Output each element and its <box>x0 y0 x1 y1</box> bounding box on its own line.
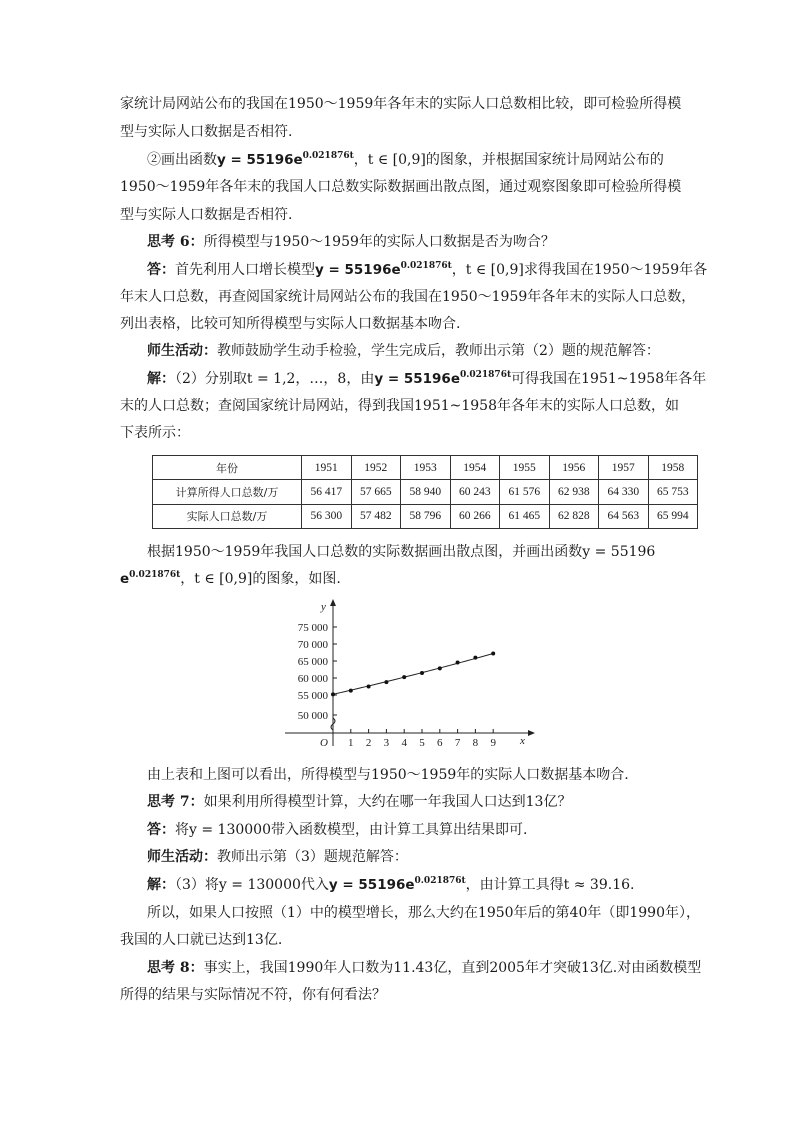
x-tick-label: 9 <box>490 737 496 749</box>
y-tick-label: 65 000 <box>297 656 328 668</box>
scatter-point <box>438 666 442 670</box>
question-text: 所得模型与1950～1959年的实际人口数据是否为吻合？ <box>203 234 555 250</box>
paragraph-line <box>147 150 664 170</box>
table-row-label: 计算所得人口总数/万 <box>153 480 302 504</box>
year-cell: 1952 <box>351 456 401 480</box>
question-label: 思考 6： <box>147 234 204 250</box>
text-run: ，t ∈ [0,9]的图象，并根据国家统计局网站公布的 <box>353 152 664 168</box>
year-cell: 1951 <box>302 456 352 480</box>
formula: y = 55196e <box>328 877 415 893</box>
table-row-label: 实际人口总数/万 <box>153 504 302 528</box>
paragraph-line: 年末人口总数，再查阅国家统计局网站公布的我国在1950～1959年各年末的实际人口总数， <box>120 289 696 305</box>
x-tick-label: 6 <box>437 737 443 749</box>
text-run: ，t ∈ [0,9]求得我国在1950～1959年各 <box>451 262 708 278</box>
paragraph-line <box>120 569 341 589</box>
table-header-cell: 年份 <box>153 456 302 480</box>
formula: y = 55196e <box>315 262 401 278</box>
scatter-point <box>473 656 477 660</box>
table-row <box>153 456 698 480</box>
x-tick-label: 1 <box>348 737 354 749</box>
formula-exponent: 0.021876t <box>414 876 466 886</box>
value-cell: 60 243 <box>450 480 500 504</box>
paragraph-line: 型与实际人口数据是否相符. <box>120 124 293 140</box>
question-text: 事实上，我国1990年人口数为11.43亿，直到2005年才突破13亿.对由函数模型 <box>203 960 702 976</box>
activity-label: 师生活动： <box>147 849 217 865</box>
chart-axes <box>285 599 535 749</box>
x-axis-label: x <box>520 735 525 747</box>
scatter-point <box>349 689 353 693</box>
question-text: 如果利用所得模型计算，大约在哪一年我国人口达到13亿？ <box>203 794 572 810</box>
value-cell: 62 828 <box>549 504 599 528</box>
population-table <box>152 455 698 529</box>
x-tick-label: 2 <box>365 737 372 749</box>
activity-label: 师生活动： <box>147 343 217 359</box>
y-tick-label: 75 000 <box>297 622 328 634</box>
year-cell: 1958 <box>648 456 698 480</box>
value-cell: 56 417 <box>302 480 352 504</box>
paragraph-line: 所得的结果与实际情况不符，你有何看法？ <box>120 987 386 1003</box>
y-tick-label: 55 000 <box>297 690 328 702</box>
text-run: ，t ∈ [0,9]的图象，如图. <box>180 571 341 587</box>
scatter-point <box>402 675 406 679</box>
answer-label: 答： <box>147 262 175 278</box>
value-cell: 58 940 <box>401 480 451 504</box>
year-cell: 1956 <box>549 456 599 480</box>
formula: y = 55196e <box>217 152 303 168</box>
paragraph-line: 我国的人口就已达到13亿. <box>120 932 283 948</box>
paragraph-line: 型与实际人口数据是否相符. <box>120 207 293 223</box>
paragraph-line: 由上表和上图可以看出，所得模型与1950～1959年的实际人口数据基本吻合. <box>147 767 629 783</box>
population-chart <box>280 598 540 750</box>
scatter-point <box>456 660 460 664</box>
x-tick-label: 3 <box>383 737 390 749</box>
paragraph-line: 1950～1959年各年末的我国人口总数实际数据画出散点图，通过观察图象即可检验所得模 <box>120 179 682 195</box>
question-label: 思考 8： <box>147 960 204 976</box>
x-axis-arrow <box>528 730 535 736</box>
formula: e <box>120 571 130 587</box>
question-8 <box>147 958 701 978</box>
y-axis-arrow <box>330 599 336 606</box>
value-cell: 61 576 <box>500 480 550 504</box>
text-run: ，由计算工具得t ≈ 39.16. <box>465 877 635 893</box>
activity-text: 教师出示第（3）题规范解答： <box>217 849 408 865</box>
value-cell: 64 563 <box>599 504 649 528</box>
text-run: （2）分别取t = 1,2，…，8，由 <box>175 371 375 387</box>
year-cell: 1955 <box>500 456 550 480</box>
solution-3 <box>147 875 634 895</box>
y-tick-label: 60 000 <box>297 673 328 685</box>
formula-exponent: 0.021876t <box>302 151 354 161</box>
paragraph-line: 列出表格，比较可知所得模型与实际人口数据基本吻合. <box>120 316 461 332</box>
answer-text: 将y = 130000带入函数模型，由计算工具算出结果即可. <box>175 822 528 838</box>
value-cell: 60 266 <box>450 504 500 528</box>
scatter-point <box>367 685 371 689</box>
origin-label: O <box>320 737 328 749</box>
year-cell: 1953 <box>401 456 451 480</box>
paragraph-line: 末的人口总数；查阅国家统计局网站，得到我国1951~1958年各年末的实际人口总数，如 <box>120 398 679 414</box>
text-run: 可得我国在1951~1958年各年 <box>511 371 707 387</box>
value-cell: 57 665 <box>351 480 401 504</box>
paragraph-line: 根据1950～1959年我国人口总数的实际数据画出散点图，并画出函数y = 55196 <box>147 544 656 560</box>
value-cell: 56 300 <box>302 504 352 528</box>
value-cell: 61 465 <box>500 504 550 528</box>
year-cell: 1957 <box>599 456 649 480</box>
text-run: ②画出函数 <box>147 152 217 168</box>
table-row <box>153 504 698 528</box>
answer-label: 答： <box>147 822 175 838</box>
scatter-points <box>331 651 495 696</box>
value-cell: 58 796 <box>401 504 451 528</box>
value-cell: 57 482 <box>351 504 401 528</box>
scatter-point <box>491 651 495 655</box>
paragraph-line: 所以，如果人口按照（1）中的模型增长，那么大约在1950年后的第40年（即1990年）， <box>147 905 700 921</box>
answer-6 <box>147 260 707 280</box>
paragraph-line: 下表所示： <box>120 425 190 441</box>
scatter-point <box>331 692 335 696</box>
text-run: 首先利用人口增长模型 <box>175 262 315 278</box>
y-tick-label: 50 000 <box>297 710 328 722</box>
y-tick-label: 70 000 <box>297 639 328 651</box>
x-tick-label: 4 <box>401 737 407 749</box>
formula-exponent: 0.021876t <box>400 261 452 271</box>
scatter-point <box>384 680 388 684</box>
formula: y = 55196e <box>374 371 460 387</box>
paragraph-line: 家统计局网站公布的我国在1950～1959年各年末的实际人口总数相比较，即可检验所得模 <box>120 96 682 112</box>
y-axis-label: y <box>321 601 326 613</box>
year-cell: 1954 <box>450 456 500 480</box>
solution-label: 解： <box>147 371 175 387</box>
formula-exponent: 0.021876t <box>459 370 512 380</box>
model-curve <box>333 654 493 695</box>
question-6 <box>147 232 555 252</box>
question-label: 思考 7： <box>147 794 204 810</box>
question-7 <box>147 792 571 812</box>
value-cell: 64 330 <box>599 480 649 504</box>
scatter-point <box>420 671 424 675</box>
x-tick-label: 5 <box>419 737 425 749</box>
table-row <box>153 480 698 504</box>
model-curve-group <box>333 654 493 695</box>
formula-exponent: 0.021876t <box>129 570 181 580</box>
activity-1 <box>147 341 660 361</box>
value-cell: 62 938 <box>549 480 599 504</box>
text-run: （3）将y = 130000代入 <box>175 877 329 893</box>
value-cell: 65 994 <box>648 504 698 528</box>
activity-text: 教师鼓励学生动手检验，学生完成后，教师出示第（2）题的规范解答： <box>217 343 660 359</box>
x-tick-label: 8 <box>472 737 479 749</box>
activity-2 <box>147 847 408 867</box>
value-cell: 65 753 <box>648 480 698 504</box>
solution-2 <box>147 369 706 389</box>
answer-7 <box>147 820 527 840</box>
x-tick-label: 7 <box>454 737 461 749</box>
solution-label: 解： <box>147 877 175 893</box>
